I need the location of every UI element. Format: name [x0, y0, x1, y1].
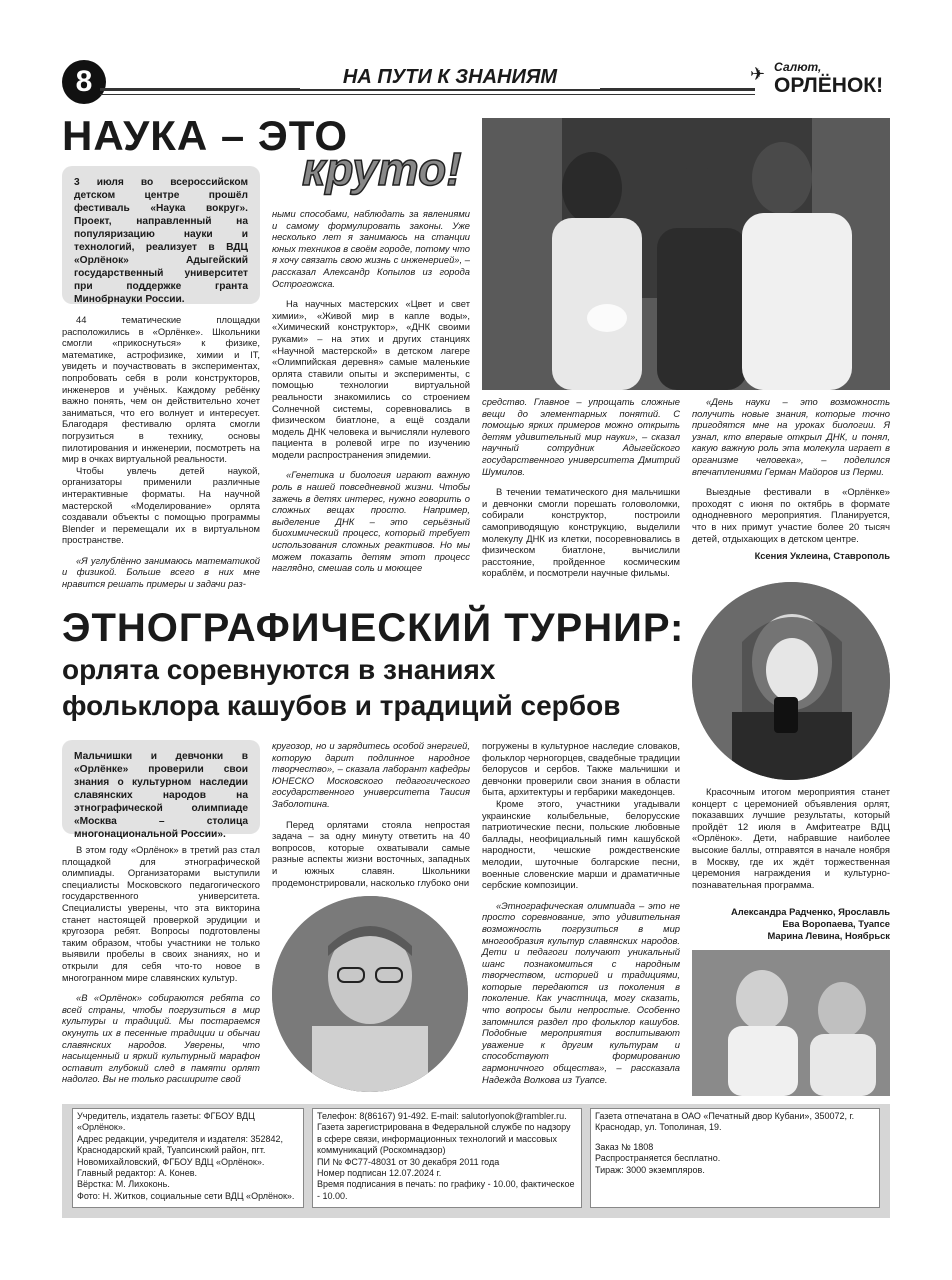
header-rule-thin [100, 94, 755, 95]
article2-subtitle-2: фольклора кашубов и традиций сербов [62, 690, 621, 721]
scientists-photo-icon [482, 118, 890, 390]
footer-line: Газета зарегистрирована в Федеральной службе по надзору в сфере связи, информационных технологий и массовых коммуникаций (Роскомнадзор) [317, 1122, 571, 1156]
article2-photo-girls [692, 950, 890, 1096]
paragraph: На научных мастерских «Цвет и свет химии», «Живой мир в капле воды», «Химический конструктор», «ДНК своими руками» – на этих и других станциях «Научной мастерской» в детском лагере «Олимпийская деревня» самые маленькие орлята ставили опыты и эксперименты, с помощью технологии виртуальной реальности знакомились со строением Солнечной системы, соревновались в физическом биатлоне, а ещё создали модель ДНК человека и вычисляли нулевого пациента в ролевой игре по изучению модели распространения эпидемии. [272, 298, 470, 460]
footer-registration [312, 1108, 582, 1208]
quote: средство. Главное – упрощать сложные вещи до элементарных понятий. С помощью ярких примеров можно открыть детям удивительный мир науки», – сказал научный сотрудник Адыгейского государственного университета Дмитрий Шумилов. [482, 396, 680, 477]
section-title: НА ПУТИ К ЗНАНИЯМ [300, 66, 600, 89]
footer-line: Вёрстка: М. Лихоконь. [77, 1179, 170, 1190]
paragraph: Кроме этого, участники угадывали украинские колыбельные, белорусские патриотические песни, польские любовные баллады, неофициальный гимн кашубской народности, чешские рождественские мелодии, шуточные болгарские песни, военные словенские марши и драматичные сербские композиции. [482, 797, 680, 891]
footer-line: Газета отпечатана в ОАО «Печатный двор Кубани», 350072, г. Краснодар, ул. Тополиная, 19. [595, 1111, 855, 1133]
footer-publisher [72, 1108, 304, 1208]
article2-col1 [62, 844, 260, 1085]
article2-col4 [692, 786, 890, 890]
paragraph: погружены в культурное наследие словаков, фольклор черногорцев, свадебные традиции белорусов и сербов. Также мальчишки и девчонки проверили свои знания в области быта, архитектуры и гербарики македонцев. [482, 740, 680, 798]
quote: «Этнографическая олимпиада – это не просто соревнование, это удивительная возможность погрузиться в мир многообразия культур славянских народов. Дети и педагоги получают уникальный шанс познакомиться с народным творчеством, историей и традициями, которые передаются из поколения в поколение. Как участница, могу сказать, что вопросы были непростые. Особенно запомнился раздел про фольклор кашубов. Подобные мероприятия воспитывают уважение к другим культурам и способствуют формированию гармоничного общества», – рассказала Надежда Волкова из Туапсе. [482, 899, 680, 1085]
article2-lead: Мальчишки и девчонки в «Орлёнке» проверили свои знания о культурном наследии славянских народов на этнографической олимпиаде «Москва – столица многонациональной России». [62, 740, 260, 834]
quote: «День науки – это возможность получить новые знания, которые точно пригодятся мне на уроках биологии. Я узнал, кто впервые открыл ДНК, и понял, какую важную роль эта молекула играет в организме человека», – поделился впечатлениями Герман Майоров из Перми. [692, 396, 890, 477]
footer-printing [590, 1108, 880, 1208]
article2-col2 [272, 740, 470, 888]
quote: «Я углублённо занимаюсь математикой и физикой. Больше всего в них мне нравится решать примеры и задачи раз- [62, 554, 260, 590]
quote: ными способами, наблюдать за явлениями и самому формулировать законы. Уже несколько лет я занимаюсь на станции юных техников в своём городе, потому что я хочу связать свою жизнь с инженерией», – рассказал Александр Копылов из города Острогожска. [272, 208, 470, 289]
paragraph: 44 тематические площадки расположились в «Орлёнке». Школьники смогли «прикоснуться» к физике, математике, астрофизике, химии и IT, увидеть и поучаствовать в экспериментах, попробовать себя в роли конструкторов, инженеров и учёных. Каждому ребёнку важно понять, чем он действительно хочет заниматься, что его волнует и интересует. Благодаря фестивалю орлята смогли погрузиться в технику, основы пилотирования и инженерии, посмотреть на мир в очках виртуальной реальности. [62, 314, 260, 465]
boy-thinking-photo-icon [272, 896, 468, 1092]
article2-photo-boy [272, 896, 468, 1092]
article1-col2 [272, 208, 470, 574]
author: Александра Радченко, Ярославль [730, 906, 890, 917]
brand-top: Салют, [774, 60, 822, 74]
article2-title: ЭТНОГРАФИЧЕСКИЙ ТУРНИР: [62, 606, 685, 650]
author: Марина Левина, Ноябрьск [767, 930, 890, 941]
footer-line: Тираж: 3000 экземпляров. [595, 1164, 705, 1175]
article2-subtitle-1: орлята соревнуются в знаниях [62, 654, 496, 685]
footer-line: Главный редактор: А. Конев. [77, 1168, 198, 1179]
quote: «В «Орлёнок» собираются ребята со всей страны, чтобы погрузиться в мир культуры и традиций. Мы постараемся окунуть их в песенные традиции и обычаи славянских народов. Уверены, что насыщенный и яркий культурный марафон оставит глубокий след в памяти орлят надолго. Вы не только расширите свой [62, 992, 260, 1085]
footer [62, 1104, 890, 1218]
article2-authors [692, 906, 890, 942]
paragraph: В течении тематического дня мальчишки и девчонки смогли порешать головоломки, собирали конструктор, построили самоприводящую конструкцию, выделили молекулу ДНК из клетки, посоревновались в физическом биатлоне, вычислили расстояние, пройденное космическим кораблём, и посмотрели научные фильмы. [482, 486, 680, 579]
paragraph: Красочным итогом мероприятия станет концерт с церемонией объявления орлят, показавших лучшие результаты, который пройдёт 12 июля в Амфитеатре ВДЦ «Орлёнок». Дети, набравшие наиболее высокие баллы, отправятся в начале ноября в Москву, где их ждёт торжественная церемония награждения и культурно-познавательная программа. [692, 786, 890, 890]
footer-line: Фото: Н. Житков, социальные сети ВДЦ «Орлёнок». [77, 1190, 295, 1201]
article1-title: НАУКА – ЭТО [62, 112, 349, 159]
paragraph: Чтобы увлечь детей наукой, организаторы применили различные интерактивные форматы. На научной мастерской «Моделирование» орлята создавали объекты с помощью программы Blender и перемещали их в виртуальном пространстве. [62, 464, 260, 546]
quote: кругозор, но и зарядитесь особой энергией, которую дарит подлинное народное творчество», – сказала лаборант кафедры ЮНЕСКО Московского педагогического государственного университета Таисия Заболотина. [272, 740, 470, 809]
footer-line: Адрес редакции, учредителя и издателя: 352842, Краснодарский край, Туапсинский район, пгт. Новомихайловский, ФГБОУ ВДЦ «Орлёнок». [77, 1133, 284, 1167]
footer-line: Распространяется бесплатно. [595, 1153, 721, 1164]
footer-line: Заказ № 1808 [595, 1141, 654, 1152]
paragraph: Выездные фестивали в «Орлёнке» проходят с июня по октябрь в формате однодневного мероприятия. Планируется, что в них примут участие более 20 тысяч детей, отдыхающих в детском центре. [692, 486, 890, 544]
quote: «Генетика и биология играют важную роль в нашей повседневной жизни. Чтобы зажечь в детях интерес, нужно говорить о сложных вещах просто. Например, выделение ДНК – это серьёзный биохимический процесс, который требует использования сложных реактивов. Но мы можем показать детям этот процесс наглядно, смешав соль и моющее [272, 469, 470, 574]
article1-col4 [692, 396, 890, 562]
article2-photo-girl [692, 582, 890, 780]
brand-logo [750, 60, 890, 102]
footer-line: Время подписания в печать: по графику - 10.00, фактическое - 10.00. [317, 1179, 575, 1201]
brand-main: ОРЛЁНОК! [774, 74, 884, 97]
star-icon: ✈ [750, 64, 766, 84]
article1-title-accent: круто! [302, 143, 462, 195]
footer-line: Номер подписан 12.07.2024 г. [317, 1168, 442, 1179]
author: Ева Воропаева, Туапсе [782, 918, 890, 929]
girls-photo-icon [692, 950, 890, 1096]
article1-lead: 3 июля во всероссийском детском центре прошёл фестиваль «Наука вокруг». Проект, направленный на популяризацию науки и технологий, реализует в ВДЦ «Орлёнок» Адыгейский государственный университет при поддержке гранта Минобрнауки России. [62, 166, 260, 304]
paragraph: В этом году «Орлёнок» в третий раз стал площадкой для этнографической олимпиады. Организаторами выступили специалисты Московского педагогического государственного университета. Специалисты уверены, что эта викторина станет настоящей проверкой эрудиции и кругозора ребят. Вопросы подготовлены таким образом, чтобы участники не только выявили пробелы в своих знаниях, но и открыли для себя что-то новое в многогранном мире славянских культур. [62, 844, 260, 983]
author: Ксения Уклеина, Ставрополь [754, 550, 890, 562]
article1-photo [482, 118, 890, 390]
footer-line: Учредитель, издатель газеты: ФГБОУ ВДЦ «Орлёнок». [77, 1111, 255, 1133]
article1-col1 [62, 314, 260, 590]
footer-line: ПИ № ФС77-48031 от 30 декабря 2011 года [317, 1156, 500, 1167]
footer-line: Телефон: 8(86167) 91-492. E-mail: salutorlyonok@rambler.ru. [317, 1111, 567, 1121]
paragraph: Перед орлятами стояла непростая задача – за одну минуту ответить на 40 вопросов, которые охватывали самые разные аспекты жизни восточных, западных и южных славян. Школьники продемонстрировали, насколько глубоко они [272, 818, 470, 888]
article1-col3 [482, 396, 680, 579]
page-number-badge: 8 [62, 60, 106, 104]
girl-phone-photo-icon [692, 582, 890, 780]
article2-col3 [482, 740, 680, 1085]
